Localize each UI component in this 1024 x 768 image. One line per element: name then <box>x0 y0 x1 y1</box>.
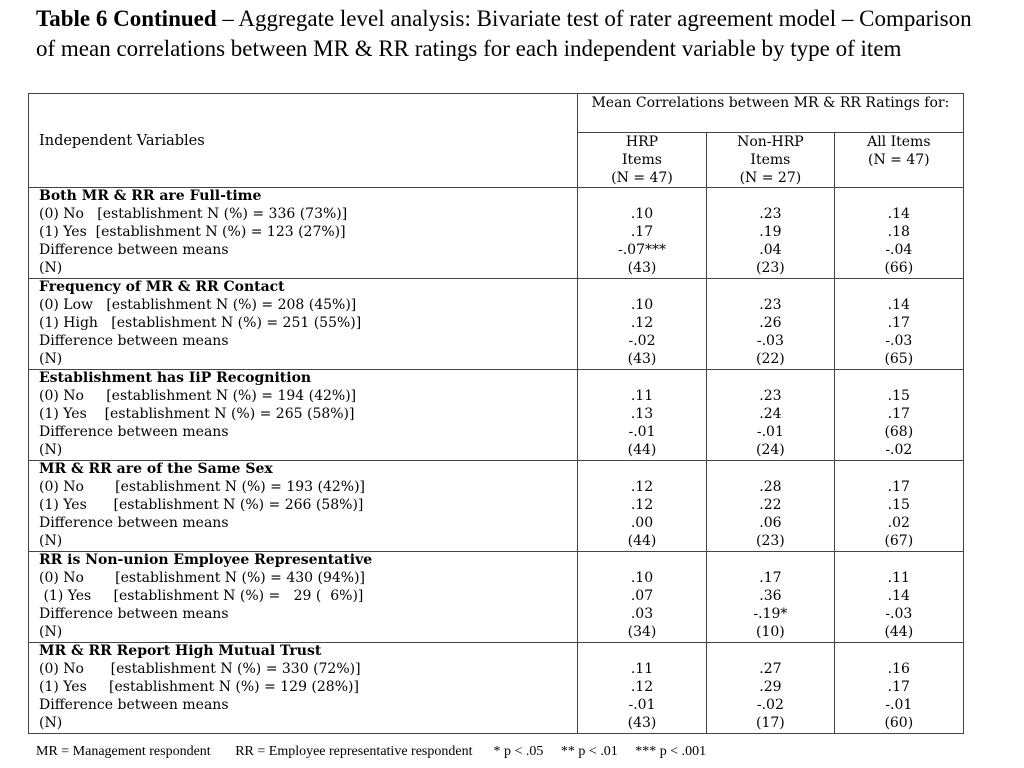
variable-row-label: (1) Yes [establishment N (%) = 29 ( 6%)] <box>39 587 364 604</box>
variable-group-label <box>29 643 578 734</box>
correlation-value: .23 <box>759 296 782 313</box>
variable-row-label: (0) No [establishment N (%) = 330 (72%)] <box>39 660 361 677</box>
variable-row-label: (N) <box>39 532 63 549</box>
correlation-value: (34) <box>627 623 657 640</box>
variable-row-label: (1) Yes [establishment N (%) = 123 (27%)] <box>39 223 346 240</box>
spacer <box>578 461 706 479</box>
variable-row-label: (N) <box>39 714 63 731</box>
col-header-nonhrp <box>707 133 834 188</box>
variable-row-label: (0) No [establishment N (%) = 336 (73%)] <box>39 205 348 222</box>
correlation-value: (60) <box>884 714 914 731</box>
variable-group-label <box>29 188 578 279</box>
correlation-value: .11 <box>630 387 654 404</box>
footnote: MR = Management respondent RR = Employee representative respondent * p < .05 ** p < .01 *** p < .001 <box>36 744 707 759</box>
correlation-value: .04 <box>759 241 782 258</box>
correlation-value: .07 <box>630 587 654 604</box>
correlation-value: (65) <box>884 350 914 367</box>
correlation-value: (67) <box>884 532 914 549</box>
correlation-value: (23) <box>756 259 785 276</box>
correlation-value: -.01 <box>885 696 913 713</box>
correlation-value: .24 <box>759 405 782 422</box>
correlation-value: .10 <box>630 296 654 313</box>
col-header-line: (N = 47) <box>868 152 930 168</box>
correlation-value: .18 <box>887 223 910 240</box>
correlation-value: .12 <box>630 496 654 513</box>
correlation-value: -.02 <box>628 332 656 349</box>
correlation-value: (22) <box>756 350 785 367</box>
correlation-value: .14 <box>887 296 910 313</box>
variable-group-row <box>29 188 964 279</box>
variable-group-title: Frequency of MR & RR Contact <box>39 279 285 295</box>
correlation-value: .15 <box>887 496 910 513</box>
correlation-value: (66) <box>884 259 914 276</box>
correlation-value: .19 <box>759 223 782 240</box>
spacer <box>707 279 833 297</box>
variable-group-label <box>29 370 578 461</box>
variable-group-row <box>29 370 964 461</box>
spacer <box>578 552 706 570</box>
variable-row-label: (0) Low [establishment N (%) = 208 (45%)] <box>39 296 357 313</box>
col-header-line: Items <box>622 152 662 168</box>
hrp-values-cell <box>577 643 706 734</box>
all-values-cell <box>834 552 963 643</box>
spacer <box>835 370 963 388</box>
variable-group-title: Both MR & RR are Full-time <box>39 188 262 204</box>
variable-group-title: MR & RR are of the Same Sex <box>39 461 273 477</box>
hrp-values-cell <box>577 461 706 552</box>
spacer <box>578 279 706 297</box>
variable-row-label: Difference between means <box>39 241 229 258</box>
correlation-value: .12 <box>630 314 654 331</box>
mean-correlations-header: Mean Correlations between MR & RR Ratings for: <box>577 94 963 133</box>
all-values-cell <box>834 643 963 734</box>
correlation-value: (44) <box>627 441 657 458</box>
variable-group-row <box>29 643 964 734</box>
spacer <box>835 643 963 661</box>
correlation-value: .17 <box>887 678 910 695</box>
correlation-value: -.19* <box>753 605 788 622</box>
variable-group-row <box>29 461 964 552</box>
correlation-value: .12 <box>630 478 654 495</box>
correlation-value: (68) <box>884 423 914 440</box>
variable-row-label: (0) No [establishment N (%) = 430 (94%)] <box>39 569 366 586</box>
correlation-value: .11 <box>887 569 910 586</box>
variable-row-label: Difference between means <box>39 696 229 713</box>
correlation-value: .14 <box>887 587 910 604</box>
variable-row-label: Difference between means <box>39 605 229 622</box>
col-header-line: All Items <box>867 134 931 150</box>
spacer <box>578 643 706 661</box>
correlation-value: .00 <box>630 514 654 531</box>
correlation-value: .10 <box>630 569 654 586</box>
variable-row-label: (0) No [establishment N (%) = 194 (42%)] <box>39 387 357 404</box>
spacer <box>707 643 833 661</box>
col-header-line: (N = 27) <box>739 170 802 186</box>
correlation-value: .36 <box>759 587 782 604</box>
spacer <box>835 461 963 479</box>
correlation-value: .06 <box>759 514 782 531</box>
correlation-value: .29 <box>759 678 782 695</box>
correlation-value: (44) <box>884 623 914 640</box>
correlation-value: (10) <box>756 623 785 640</box>
correlation-value: .26 <box>759 314 782 331</box>
hrp-values-cell <box>577 188 706 279</box>
variable-group-title: Establishment has IiP Recognition <box>39 370 312 386</box>
spacer <box>835 552 963 570</box>
spacer <box>835 188 963 206</box>
spacer <box>707 461 833 479</box>
nonhrp-values-cell <box>707 370 834 461</box>
col-header-line: HRP <box>625 134 659 150</box>
hrp-values-cell <box>577 370 706 461</box>
correlation-value: .17 <box>887 478 910 495</box>
hrp-values-cell <box>577 552 706 643</box>
correlation-value: (17) <box>756 714 785 731</box>
variable-group-row <box>29 552 964 643</box>
nonhrp-values-cell <box>707 188 834 279</box>
correlation-value: .11 <box>630 660 654 677</box>
col-header-line: Items <box>750 152 791 168</box>
correlation-value: .28 <box>759 478 782 495</box>
spacer <box>578 188 706 206</box>
hrp-values-cell <box>577 279 706 370</box>
spacer <box>707 552 833 570</box>
variable-row-label: Difference between means <box>39 332 229 349</box>
correlation-value: -.03 <box>885 605 913 622</box>
variable-row-label: (N) <box>39 259 63 276</box>
col-header-all <box>834 133 963 188</box>
correlation-value: .14 <box>887 205 910 222</box>
variable-group-label <box>29 461 578 552</box>
variable-group-row <box>29 279 964 370</box>
correlation-value: -.01 <box>628 696 656 713</box>
correlation-value: -.01 <box>756 423 784 440</box>
nonhrp-values-cell <box>707 552 834 643</box>
col-header-line: Non-HRP <box>737 134 804 150</box>
correlation-value: .17 <box>630 223 654 240</box>
all-values-cell <box>834 188 963 279</box>
correlation-value: -.01 <box>628 423 656 440</box>
all-values-cell <box>834 279 963 370</box>
correlation-value: -.02 <box>885 441 913 458</box>
spacer <box>578 370 706 388</box>
iv-header: Independent Variables <box>29 94 578 188</box>
spacer <box>707 188 833 206</box>
variable-group-title: MR & RR Report High Mutual Trust <box>39 643 322 659</box>
correlation-value: -.07*** <box>617 241 666 258</box>
variable-row-label: (1) High [establishment N (%) = 251 (55%)] <box>39 314 362 331</box>
correlation-value: .17 <box>887 314 910 331</box>
correlation-value: .17 <box>759 569 782 586</box>
variable-row-label: Difference between means <box>39 514 229 531</box>
variable-group-label <box>29 279 578 370</box>
correlation-value: (24) <box>756 441 785 458</box>
header-row-1 <box>29 94 964 133</box>
correlation-value: -.02 <box>756 696 784 713</box>
table-title-bold: Table 6 Continued <box>36 6 217 31</box>
nonhrp-values-cell <box>707 643 834 734</box>
col-header-hrp <box>577 133 706 188</box>
correlation-value: .03 <box>630 605 654 622</box>
variable-row-label: (1) Yes [establishment N (%) = 266 (58%)] <box>39 496 364 513</box>
results-table <box>28 93 964 734</box>
correlation-value: (43) <box>627 350 657 367</box>
variable-row-label: (0) No [establishment N (%) = 193 (42%)] <box>39 478 366 495</box>
spacer <box>707 370 833 388</box>
table-title-text: – Aggregate level analysis: Bivariate test of rater agreement model – Comparison of mean correlations between MR & RR ratings for each independent variable by type of item <box>36 6 972 61</box>
col-header-line: (N = 47) <box>611 170 673 186</box>
all-values-cell <box>834 461 963 552</box>
correlation-value: .16 <box>887 660 910 677</box>
correlation-value: (43) <box>627 714 657 731</box>
correlation-value: .10 <box>630 205 654 222</box>
variable-row-label: (N) <box>39 441 63 458</box>
all-values-cell <box>834 370 963 461</box>
correlation-value: (44) <box>627 532 657 549</box>
correlation-value: -.03 <box>756 332 784 349</box>
correlation-value: .23 <box>759 387 782 404</box>
nonhrp-values-cell <box>707 461 834 552</box>
correlation-value: -.03 <box>885 332 913 349</box>
table-title <box>36 4 996 64</box>
variable-group-label <box>29 552 578 643</box>
variable-row-label: Difference between means <box>39 423 229 440</box>
nonhrp-values-cell <box>707 279 834 370</box>
variable-group-title: RR is Non-union Employee Representative <box>39 552 373 568</box>
correlation-value: .13 <box>630 405 654 422</box>
correlation-value: .23 <box>759 205 782 222</box>
variable-row-label: (1) Yes [establishment N (%) = 265 (58%)] <box>39 405 355 422</box>
correlation-value: .02 <box>887 514 910 531</box>
correlation-value: .12 <box>630 678 654 695</box>
correlation-value: .27 <box>759 660 782 677</box>
correlation-value: .17 <box>887 405 910 422</box>
correlation-value: .15 <box>887 387 910 404</box>
correlation-value: (23) <box>756 532 785 549</box>
correlation-value: -.04 <box>885 241 913 258</box>
correlation-value: .22 <box>759 496 782 513</box>
spacer <box>835 279 963 297</box>
table-body <box>29 188 964 734</box>
variable-row-label: (N) <box>39 350 63 367</box>
variable-row-label: (1) Yes [establishment N (%) = 129 (28%)] <box>39 678 359 695</box>
correlation-value: (43) <box>627 259 657 276</box>
variable-row-label: (N) <box>39 623 63 640</box>
